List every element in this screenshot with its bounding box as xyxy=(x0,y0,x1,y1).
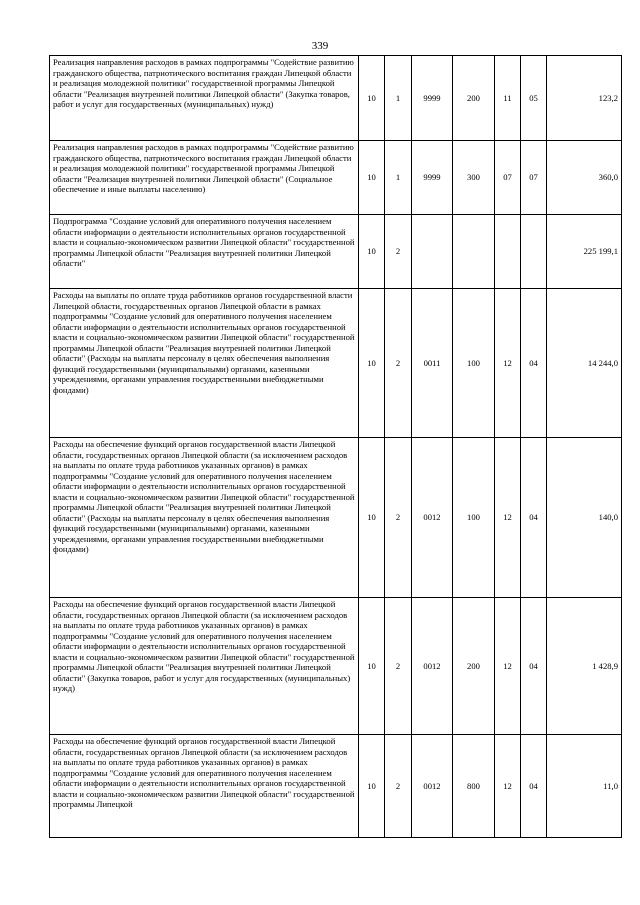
expense-description: Реализация направления расходов в рамках подпрограммы "Содействие развитию гражданского общества, патриотического воспитания граждан Липецкой области и реализация молодежной политики" государственной программы Липецкой области "Реализация внутренней политики Липецкой области" (Закупка товаров, работ и услуг для государственных (муниципальных) нужд) xyxy=(50,56,359,141)
amount-cell: 360,0 xyxy=(547,141,622,215)
code-cell: 10 xyxy=(359,438,385,598)
code-cell: 12 xyxy=(495,289,521,438)
code-cell xyxy=(453,215,495,289)
code-cell: 100 xyxy=(453,289,495,438)
amount-cell: 14 244,0 xyxy=(547,289,622,438)
code-cell: 07 xyxy=(495,141,521,215)
amount-cell: 1 428,9 xyxy=(547,598,622,735)
code-cell: 0011 xyxy=(412,289,453,438)
code-cell: 10 xyxy=(359,289,385,438)
code-cell: 0012 xyxy=(412,598,453,735)
amount-cell: 123,2 xyxy=(547,56,622,141)
code-cell: 04 xyxy=(521,438,547,598)
page-number: 339 xyxy=(311,40,329,52)
code-cell: 05 xyxy=(521,56,547,141)
code-cell: 200 xyxy=(453,598,495,735)
table-row xyxy=(50,56,622,141)
table-row xyxy=(50,598,622,735)
expense-description: Расходы на обеспечение функций органов государственной власти Липецкой области, государственных органов Липецкой области (за исключением расходов на выплаты по оплате труда работников указанных органов) в рамках подпрограммы "Создание условий для оперативного получения населением области информации о деятельности исполнительных органов государственной власти и социально-экономическом развитии Липецкой области" государственной программы Липецкой xyxy=(50,735,359,838)
code-cell: 0012 xyxy=(412,735,453,838)
code-cell: 07 xyxy=(521,141,547,215)
amount-cell: 140,0 xyxy=(547,438,622,598)
code-cell: 200 xyxy=(453,56,495,141)
code-cell: 0012 xyxy=(412,438,453,598)
code-cell xyxy=(521,215,547,289)
code-cell: 2 xyxy=(385,215,412,289)
code-cell: 2 xyxy=(385,289,412,438)
code-cell: 2 xyxy=(385,735,412,838)
code-cell: 2 xyxy=(385,598,412,735)
code-cell: 300 xyxy=(453,141,495,215)
code-cell: 10 xyxy=(359,598,385,735)
expense-description: Реализация направления расходов в рамках подпрограммы "Содействие развитию гражданского общества, патриотического воспитания граждан Липецкой области и реализация молодежной политики" государственной программы Липецкой области "Реализация внутренней политики Липецкой области" (Социальное обеспечение и иные выплаты населению) xyxy=(50,141,359,215)
code-cell: 12 xyxy=(495,598,521,735)
table-row xyxy=(50,735,622,838)
code-cell: 10 xyxy=(359,56,385,141)
code-cell: 2 xyxy=(385,438,412,598)
code-cell: 04 xyxy=(521,289,547,438)
code-cell xyxy=(495,215,521,289)
code-cell: 9999 xyxy=(412,56,453,141)
expense-description: Расходы на обеспечение функций органов государственной власти Липецкой области, государственных органов Липецкой области (за исключением расходов на выплаты по оплате труда работников указанных органов) в рамках подпрограммы "Создание условий для оперативного получения населением области информации о деятельности исполнительных органов государственной власти и социально-экономическом развитии Липецкой области" государственной программы Липецкой области "Реализация внутренней политики Липецкой области" (Закупка товаров, работ и услуг для государственных (муниципальных) нужд) xyxy=(50,598,359,735)
code-cell: 12 xyxy=(495,735,521,838)
amount-cell: 225 199,1 xyxy=(547,215,622,289)
code-cell: 1 xyxy=(385,56,412,141)
code-cell: 12 xyxy=(495,438,521,598)
code-cell: 11 xyxy=(495,56,521,141)
table-row xyxy=(50,215,622,289)
budget-table xyxy=(49,55,622,838)
amount-cell: 11,0 xyxy=(547,735,622,838)
code-cell xyxy=(412,215,453,289)
table-row xyxy=(50,141,622,215)
code-cell: 10 xyxy=(359,735,385,838)
expense-description: Расходы на выплаты по оплате труда работников органов государственной власти Липецкой области, государственных органов Липецкой области в рамках подпрограммы "Создание условий для оперативного получения населением области информации о деятельности исполнительных органов государственной власти и социально-экономическом развитии Липецкой области" государственной программы Липецкой области "Реализация внутренней политики Липецкой области" (Расходы на выплаты персоналу в целях обеспечения выполнения функций государственными (муниципальными) органами, казенными учреждениями, органами управления государственными внебюджетными фондами) xyxy=(50,289,359,438)
expense-description: Подпрограмма "Создание условий для оперативного получения населением области информации о деятельности исполнительных органов государственной власти и социально-экономическом развитии Липецкой области" государственной программы Липецкой области "Реализация внутренней политики Липецкой области" xyxy=(50,215,359,289)
code-cell: 1 xyxy=(385,141,412,215)
code-cell: 10 xyxy=(359,215,385,289)
table-row xyxy=(50,438,622,598)
code-cell: 04 xyxy=(521,598,547,735)
table-row xyxy=(50,289,622,438)
code-cell: 04 xyxy=(521,735,547,838)
code-cell: 800 xyxy=(453,735,495,838)
code-cell: 100 xyxy=(453,438,495,598)
expense-description: Расходы на обеспечение функций органов государственной власти Липецкой области, государственных органов Липецкой области (за исключением расходов на выплаты по оплате труда работников указанных органов) в рамках подпрограммы "Создание условий для оперативного получения населением области информации о деятельности исполнительных органов государственной власти и социально-экономическом развитии Липецкой области" государственной программы Липецкой области "Реализация внутренней политики Липецкой области" (Расходы на выплаты персоналу в целях обеспечения выполнения функций государственными (муниципальными) органами, казенными учреждениями, органами управления государственными внебюджетными фондами) xyxy=(50,438,359,598)
code-cell: 9999 xyxy=(412,141,453,215)
code-cell: 10 xyxy=(359,141,385,215)
